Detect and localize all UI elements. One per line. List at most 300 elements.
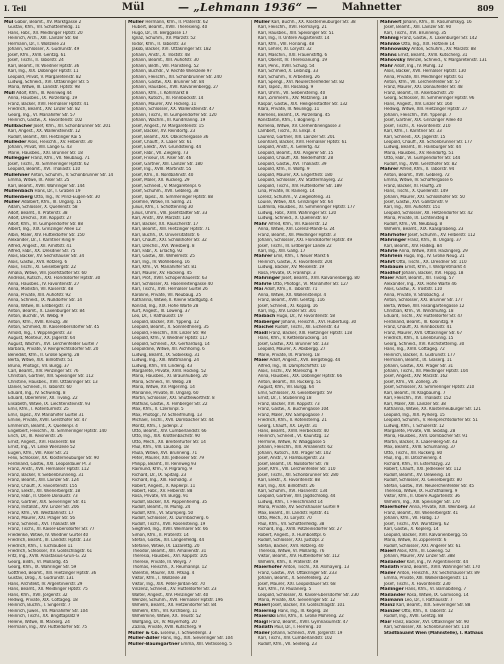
entry-text: Siegfried, Ing., XVIII. Weimarer Str. 66 [132,527,208,533]
entry-surname: Müllbacher [4,123,33,129]
entry-surname: Müller [4,199,21,205]
entry-surname: Mainz [380,603,395,609]
entry-text: Ludwig, Kfm., I. Schulerstr. 12 [384,423,445,429]
entry-text: Richard, Ing., XIII. Fasholdg. 3 [132,478,192,484]
entry-text: Christine, Hausbes., XVII. Ottakringer Str. 13 [8,379,98,385]
entry-text: Heinrich, Arch., XIII. Lainzer Str. 68 [8,36,78,42]
entry-surname: Mahrlein [380,254,403,260]
entry-text: Therese, Private, III. Weyrg. 7 [132,559,192,565]
entry-text: Alois, Bäcker, XVII. Hernalser Hptstr. 130 [384,69,466,75]
entry-surname: Mahrhofer [380,232,407,238]
directory-entry [128,642,248,647]
entry-surname: Mailer [380,570,396,576]
entry-text: Josef, Beamt., XIX. Obkirchergasse 36 [132,134,209,140]
entry-text: Rudolf, Kfm., VII. Seideng. 23 [258,641,317,647]
entry-text: Wilhelm, Beamt., XIX. Kaasgrabeng. 23 [384,227,464,233]
entry-text: Wenzel, Schuhm., XVII. Hernalser Hptstr. 196 [132,598,223,604]
entry-text: Franz, Kfm., VII. Neubaug. 71 [30,156,90,162]
entry-text: Karl, Fleischh., XVII. Hormayrg. 21 [258,25,327,31]
entry-text: Anna, Schneid., IX. Nußdorfer Str. 14 [8,298,83,304]
entry-text: August, Wachm., XVI. Lerchenfelder Gürtel 7 [8,341,99,347]
entry-text: Paul, Kfm., VIII. Laudong. 18 [132,445,189,451]
entry-text: Ignaz, Schuhm., XV. Märzstr. 52 [132,36,196,42]
entry-text: Leopold, Schlosser, XII. Hetzendorfer Str. 42 [384,210,473,216]
entry-text: Ludwig, Fabr., XVIII. Währinger Str. 120 [258,210,337,216]
entry-text: Hans, Tischl., X. Quellenstr. 149 [384,189,448,195]
entry-text: Leopold, Chauff., XII. Schönbrunner Str. 177 [384,139,473,145]
entry-text: Franz, Beamt., XVIII. Gymnasiumstr. 47 [269,619,349,625]
entry-text: Theodor, Beamt., XIII. Amalienstr. 31 [132,548,207,554]
entry-text: Emilie, Private, XVIII. Gersthofer Str. 47 [8,418,87,424]
entry-text: Rosa, Witwe, IX. Garnisong. 14 [406,592,469,598]
entry-text: Karl, Beamt., IV. Klagbaumg. 7 [384,390,446,396]
entry-text: Anna, Private, XII. Meidlinger Hptstr. 61 [384,74,464,80]
entry-text: Leonhard, Bäcker, XVII. Hernalser Hptstr. 61 [258,139,347,145]
entry-text: Katharina, Witwe, XX. Klosterneuburger Str. 121 [384,407,481,413]
entry-text: Anton, Beamt., XII. Ruckerg. 51 [258,379,322,385]
entry-text: Gustav, Drog., X. Gudrunstr. 131 [8,576,74,582]
entry-text: Anna, Modistin, VII. Kaiserstr. 48 [8,287,74,293]
entry-text: Emil, Kfm., I. Neuer Markt 6 [273,254,330,260]
entry-text: Leopold, Gärtner, XIII. Jagdschloßg. 44 [258,494,336,500]
entry-text: Karl, Schuhm., XVI. Hasnerstr. 134 [258,488,328,494]
entry-text: Franz, Maurer, XXI. Prager Str. 56 [8,516,75,522]
last-entry-keyword: Mahnetter [342,2,402,13]
entry-text: Leopold, Gastw., XVI. Thaliastr. 39 [258,161,327,167]
entry-surname: Mahnert [380,20,402,25]
entry-text: Karl, Buchh., IX. Universitätsstr. 6 [132,232,200,238]
entry-text: Heinrich, Schneid., VI. Kaunitzg. 12 [258,434,329,440]
entry-text: Marie, Private, IX. Pramerg. 18 [258,352,320,358]
entry-text: Adolf, Kfm., VI. Gumpendorfer Str. 88 [8,221,83,227]
entry-text: Raimund, Kfm., V. Pilgramg. 9 [132,467,192,473]
entry-text: Jakob, Bäcker, XVI. Ottakringer Str. 182 [132,47,212,53]
entry-text: Otto, Ing., XIX. Hofzeile 14 [401,41,455,47]
entry-text: Robert, Angest., X. Keplerpl. 11 [132,483,196,489]
entry-text: Maria, Hausbes., XI. Braunhuberg. 20 [132,374,208,380]
entry-text: Josef, Chauff., X. Laaer Str. 61 [132,139,192,145]
entry-surname: Maiernig [254,608,277,614]
entry-text: Maria, Witwe, XI. Zippererstr. 6 [384,538,447,544]
entry-surname: Müllenberg [4,194,33,200]
entry-text: Friedrich, Kfm., II. Rotensterng. 21 [258,418,327,424]
entry-surname: Mahrle [380,249,398,255]
entry-text: Robert, Chauff., XXI. Jedleseer Str. 112 [384,467,462,473]
entry-text: Johann, Bildh., VIII. Piaristeng. 52 [132,63,199,69]
entry-text: Franz, Bäcker, XVI. Ottakringer Str. 90 [392,619,470,625]
entry-text: Josef, Gastw., XXI. Brünner Str. 133 [258,341,329,347]
entry-text: Ferdinand, Beamt., III. Kolonitzg. 9 [384,319,454,325]
entry-text: Alexander, Ing., XIX. Hohe Warte 46 [384,281,457,287]
entry-text: Hans, Angest., XIV. Linzer Str. 160 [384,101,453,107]
entry-text: Franz, Maurer, XXI. Donaufelder Str. 48 [384,85,463,91]
entry-text: Josef, Schuhm., XVII. Geblerg. 38 [132,189,199,195]
entry-text: Max, Photogr., IV. Schleifmühlg. 13 [132,412,202,418]
entry-surname: Mahringer [254,276,281,282]
entry-text: Adolf, Kfm., II. Taborstr. 71 [264,287,318,293]
entry-text: Ludwig, Beamt., IX. Sobieskig. 31 [132,352,200,358]
entry-text: Hans, Ing., XVIII. Cottageg. 72 [384,347,445,353]
entry-text: Josef, Anstr., V. Hamburgerstr. 23 [258,456,325,462]
entry-text: Lambert, Tischl., XI. Enkpl. 4 [258,129,316,135]
entry-text: Paula, Witwe, XVI. Brunneng. 71 [132,450,198,456]
entry-text: Georg, Bildh., VI. Mollardg. 45 [8,559,69,565]
entry-text: Franz, Kfm., VII. Westbahnstr. 17 [8,510,74,516]
entry-text: Adolf, Drechsl., XVI. Koppstr. 27 [8,216,72,222]
entry-text: Leopold, Bäcker, XVII. Kalvarienbergg. 55 [384,532,468,538]
entry-text: Josef, Tischl., III. Erdberger Lände 22 [258,243,332,249]
entry-surname: Mailath [380,565,400,571]
entry-text: Leopold, Kfm., V. Wiedner Hptstr. 117 [132,336,208,342]
entry-text: Franz, Maurer, XVII. Ottakringer Str. 67 [384,330,463,336]
entry-text: Valentin, Maurer, XXI. Pitkag. 4 [132,570,195,576]
entry-text: Theresia, Witwe, VI. Mollardg. 76 [258,548,325,554]
entry-text: Franz, Bäcker, XVII. Hernalser Hptstr. 41 [8,101,89,107]
entry-text: Rosa, Private, VII. Burgg. 91 [132,494,189,500]
entry-text: Wilhelm, Ing., XIII. Speisinger Str. 170 [384,499,460,505]
entry-text: Erich, Dr., III. Reisnerstr. 26 [8,434,63,440]
entry-text: Engelbert, Fleischh., XI. Simmeringer Hptstr. 140 [8,428,107,434]
page-header [0,0,504,18]
entry-text: Karl, Ing., XIX. Döblinger Hptstr. 11 [8,69,79,75]
entry-text: Josef, Maurer, XXI. Leopoldauer Str. 68 [258,581,336,587]
entry-text: Gabor, Beamt., XV. Marktgasse 2 [14,20,82,25]
entry-surname: Müller [128,20,145,25]
entry-surname: Maiberger [254,319,281,325]
entry-text: Josef, Gastw., XVI. Gallitzinstr. 9 [384,199,448,205]
entry-text: Hubert, Beamt., XVIII. Theresieng. 40 [132,25,208,31]
entry-text: Berta, Witwe, XIII. Fasangartengasse 12 [384,303,465,309]
entry-text: Johann, Schlosser, XXI. Floridsdorfer Hptstr. 49 [258,238,353,244]
entry-text: Rudolf, Tischl., XII. Eichenstr. 43 [274,325,340,331]
entry-text: Emma, Private, XIII. Wolkersbergenstr. 11 [384,576,468,582]
entry-text: Konrad, Ing., XIX. Hohe Warte 28 [132,303,199,309]
entry-text: Emil, Kfm., I. Rotenturmstr. 25 [8,407,69,413]
entry-text: Konstantin, Kfm., I. Bognerg. 7 [258,118,320,124]
entry-text: Karl, Schuhm., V. Arbeiterg. 26 [258,74,320,80]
entry-text: Eduard, Ing., IV. Schwindg. 8 [8,390,66,396]
entry-text: Johann, Fleischh., XIII. Amalienstr. 62 [258,445,333,451]
entry-surname: Mailänder [380,559,406,565]
entry-text: Friedrich, Beamt., XIV. Linzer Str. 82 [8,107,81,113]
entry-text: Josef, Schneid., V. Margaretenpl. 6 [132,183,201,189]
first-entry-keyword: Mül [122,2,145,13]
entry-text: Josef, Schlosser, XI. Simmeringer Hptstr. 210 [384,385,475,391]
entry-text: Johann, Beamt., XIII. Auhofstr. 30 [132,58,199,64]
entry-text: Franz, Installat., XIV. Linzer Str. 206 [8,505,79,511]
entry-text: Josef, Kfm., VII. Zollerg. 26 [384,379,438,385]
entry-text: Franz, Fabr., II. Obere Donaustr. 73 [8,494,78,500]
entry-text: Alois, Bäcker, XV. Sechshauser Str. 34 [8,254,85,260]
entry-text: Rudolf, Tischl., XVII. Rosensteing. 19 [132,521,206,527]
entry-text: Viktor, Ing., XIX. Peter-Jordan-Str. 70 [132,581,205,587]
directory-column-3 [254,20,374,658]
entry-surname: Maierl [380,548,396,554]
entry-text: Richard, Kfm., VI. Esterházyg. 22 [384,461,451,467]
entry-surname: Müller & Co. [128,630,160,636]
entry-text: Karl, Pens., XVIII. Schulg. 54 [258,63,315,69]
entry-text: Ernst, Angest., XVI. Hasnerstr. 68 [8,439,75,445]
entry-surname: Mainzer [380,608,401,614]
entry-text: Friedrich, Kfm., II. Lilienbrunng. 15 [384,336,454,342]
entry-surname: Mailath [254,625,274,631]
entry-text: Alois, Gastw., X. Troststr. 110 [384,287,443,293]
entry-text: Daniel, Schneid., II. Taborstr. 60 [8,385,72,391]
entry-text: Josef, Angest., XIV. Märzstr. 162 [384,374,448,380]
entry-text: Maria, Private, XV. Sechshauser Gürtel 9 [258,505,340,511]
entry-text: Heinrich, Juwel., VII. Mariahilfer Str. 104 [8,608,88,614]
entry-text: Emil, Schlosser, XI. Geiselbergstr. 59 [258,390,332,396]
entry-text: Rudolf, Bäcker, XX. Pappenheimg. 35 [132,499,208,505]
entry-surname: Müllenbach [4,189,34,195]
entry-text: Ferdinand, Gastw., XXI. Leopoldauer Pl. 3 [8,461,91,467]
entry-text: Karl, Kfm., IV. Paulanerg. 5 [258,587,312,593]
entry-text: Rudolf, Schlosser, XI. Dürrnbacherg. 6 [132,516,209,522]
entry-text: Hans, Ing., XIX. Sieveringer Str. 104 [160,636,233,642]
entry-text: Otto, Mech., XI. Lorystr. 70 [258,516,312,522]
entry-text: Leopold, Beamt., XXI. Angerer Str. 15 [258,150,334,156]
entry-text: Johann, Maurer, XIV. Linzer Str. 388 [384,554,455,560]
entry-text: Paul, Kfm., VII. Schottenfeldg. 38 [258,521,325,527]
entry-text: Leopold, Schlosser, XV. Stättermayerg. 22 [258,178,343,184]
entry-text: Ludwig, Kfm., I. Fleischmarkt 14 [258,499,323,505]
column-divider [251,20,252,656]
entry-text: Berta, Witwe, XIX. Billrothstr. 51 [8,358,73,364]
entry-text: Georg, Ing., VI. Mariahilfer Str. 57 [8,112,76,118]
entry-surname: Mair [380,619,392,625]
entry-text: Karl, Beamt., IV. Wiedner Hptstr. 36 [8,63,80,69]
entry-surname: Mahr [254,221,268,227]
entry-text: Franz, Gastw., XVI. Ottakringer Str. 233 [258,570,337,576]
entry-text: Georg, Chauff., XX. Leystr. 31 [258,423,318,429]
entry-text: Josef, Schuhm., XV. Felberstr. 112 [407,232,476,238]
entry-surname: Maigl [254,619,268,625]
entry-text: Josef, Beamt., IX. Nußdorfer Str. 78 [258,461,329,467]
entry-surname: Müllegger [4,156,30,162]
directory-column-2 [128,20,248,658]
entry-text: Carl, Beamt., XIV. Penzinger Str. 76 [8,369,79,374]
entry-text: Karl, Buchh., XX. Klosterneuburger Str. 38 [271,20,356,25]
entry-text: Rudolf, Kfm., VII. Neubaug. 8 [384,221,443,227]
entry-text: Karl, Schmied, X. Leibnizg. 33 [258,69,319,75]
entry-text: Maria, Hausbes., XVII. Dornbacher Str. 91 [384,434,468,440]
entry-surname: Maidhof [380,270,401,276]
entry-text: Karl, Schneid., XX. Jägerstr. 15 [384,134,446,140]
entry-surname: Mahrle [254,281,272,287]
entry-text: Karl, Tischl., XIV. Cumberlandstr. 102 [258,636,333,642]
entry-text: Karl, Elektr., X. Favoritenstr. 88 [258,478,320,484]
entry-text: Anton, Tischl., XII. Aßmayerg. 13 [283,565,350,571]
entry-text: Karl, Beamt., XIII. Hietzinger Hptstr. 71 [132,227,211,233]
entry-text: Adolf, Angest., XVII. Bergsteigg. 44 [269,358,341,364]
entry-text: Franz, Maler, XIV. Sampogasse 7 [258,412,324,418]
entry-text: Ludwig, Beamt., III. Hainburger Str. 44 [384,145,461,151]
entry-text: Rudolf, Ing., XVIII. Gentzg. 88 [384,614,444,620]
directory-entry [380,631,500,636]
entry-text: Josef, Tischl., X. Favoritenstr. 210 [384,123,451,129]
entry-text: Josef, Gärtner, XIX. Grinzinger Allee 40 [384,118,463,124]
entry-text: Ludwig, Schneid., X. Quellenstr. 87 [258,216,329,222]
entry-text: Isidor, Kfm., II. Taborstr. 33 [132,41,186,47]
entry-text: Josef, Tischl., XI. Simmeringer Hptstr. 62 [8,161,90,167]
entry-surname: Mahovsky [380,58,406,64]
entry-surname: Müllehner [4,172,30,178]
entry-surname: Mahr [380,63,394,69]
entry-text: Leo, Dr., I. Rathausstr. 19 [132,314,183,320]
entry-surname: Mahringer [380,238,407,244]
entry-text: Anna, Hausbes., IX. Porzellang. 19 [8,96,78,102]
entry-text: Franz, Beamt., XVIII. Währinger Str. 170 [400,565,481,571]
entry-text: Josef, Kfm., VIII. Lerchenfelder Str. 110 [258,467,336,473]
entry-surname: Maierski [254,614,276,620]
entry-text: Alois, Tischl., XV. Mareschg. 9 [258,369,318,374]
entry-text: Maria, Hausbes., XV. Reindorfg. 51 [384,150,454,156]
entry-text: Alois, Fleischh., XV. Felberstr. 30 [27,139,93,145]
entry-text: Leopold, Beamt., XVI. Thaliastr. 110 [8,167,81,173]
entry-text: Robert, Angest., X. Humboldtpl. 6 [258,532,326,538]
directory-title: — „Lehmann 1936“ — [178,1,318,14]
entry-text: Adam, Schlosser, X. Quellenstr. 58 [8,205,78,211]
entry-text: Hermann, Beamt., IX. Glaserg. 11 [384,358,452,364]
entry-text: Leopold, Beamt., X. Sonnleithnerg. 35 [132,325,209,331]
entry-text: Josef, Elektr., XVI. Grundsteing. 44 [132,145,202,151]
entry-text: Karl, Beamt., XIV. Hadikg. 84 [384,243,442,249]
entry-surname: Maibach [254,314,276,320]
entry-surname: Mahnig [380,36,399,42]
entry-surname: Müller-Baumgartner [128,641,180,647]
entry-text: Franz, Bäcker, XI. Hauffg. 20 [384,183,442,189]
entry-text: Anton, Fleischh., XV. Sechshauser Str. 89 [397,570,480,576]
entry-text: Karl, Beamt., XIX. Sieveringer Str. 88 [396,603,471,609]
entry-text: Ludwig, Ing., XIII. Wattmanng. 24 [132,358,199,364]
entry-text: Anton, Kfm., VII. Lerchenfelder Str. 57 [384,79,461,85]
entry-text: Johann, Buchdr., V. Rechte Wienzeile 97 [132,69,212,75]
entry-text: Eisenw., I. Schwedenpl. 3 [160,630,212,636]
entry-text: Heinrich, Gastw., X. Favoritenstr. 204 [258,259,333,265]
entry-text: Otto, Tischl., XX. Dresdner Str. 110 [396,259,467,265]
entry-text: Wolfgang, Dr., IV. Mayerhofg. 20 [132,619,197,625]
entry-text: Emil, Tapez., XV. Mariahilfer Gürtel 31 [8,412,84,418]
entry-text: Leopold, Maurer, X. Absbergg. 27 [258,347,326,353]
entry-text: Fritz, Ing., XVIII. Anastasius-Grün-G. 22 [8,554,87,560]
entry-text: Maria, Private, IX. Lichtensteg 8 [384,216,449,222]
entry-text: Leopold, Schneid., XX. Gerhardusg. 14 [132,341,210,347]
entry-text: Franz, Beamt., XIII. Lainzer Str. 124 [8,478,79,484]
entry-text: Johann, Fleischh., XII. Schönbrunner Str. 240 [132,74,222,80]
column-divider [377,20,378,656]
entry-surname: Mahrt [380,259,396,265]
entry-text: Viktor, Kfm., II. Obere Augartenstr. 36 [384,494,460,500]
entry-text: Adolf, Ing., IV. Mühlg. 12 [394,63,444,69]
entry-text: Alfred, Kfm., II. Taborstr. 94 [399,167,455,173]
entry-text: Hugo, Ing., IV. Große Neug. 21 [403,254,465,260]
entry-text: Johann, Maurer, XXI. Schloßhofer Str. 50 [384,194,465,200]
entry-surname: Mailer [254,630,270,636]
entry-text: Leopold, Fleischh., XIV. Linzer Str. 98 [132,330,206,336]
entry-text: Josef, Schneid., XI. Kopalg. 16 [258,303,318,309]
entry-surname: Mahnowsky [380,47,410,53]
entry-text: Hermine, Witwe, IV. Waaggasse 5 [258,439,326,445]
entry-text: Maria, Schneid., VI. Webg. 28 [132,379,192,385]
entry-surname: Mailinger [380,587,404,593]
entry-text: Karl, Oberst, IV. Theresianumg. 19 [258,58,327,64]
entry-text: Hans, Architekt, IV. Argentinierstr. 29 [8,581,83,587]
entry-text: Johann, Beamt., X. Senefelderg. 22 [258,576,329,582]
entry-text: Josef, Angest., IV. Margaretenstr. 15 [132,123,204,129]
entry-text: Stefan, Bäcker, XVII. Rötzerg. 40 [258,543,324,549]
entry-text: Otto, Tischl., XII. Ruckerg. 80 [384,450,443,456]
entry-text: Anton, Beamt., XVII. Geblerg. 72 [384,172,450,178]
entry-text: Elisabeth, Witwe, IX. Liechtensteinstr. 93 [8,401,91,407]
entry-text: Franz, Bäcker, V. Siebenbrunneng. 31 [8,472,84,478]
entry-text: Heinrich, Tischl., XX. Brigittaplatz 9 [8,614,80,620]
entry-text: Wilhelmine, Witwe, XX. Treustr. 52 [132,614,201,620]
entry-text: Johann, Schlosser, XX. Wallensteinstr. 47 [132,107,215,113]
entry-text: Viktor, Kfm., I. Wollzeile 38 [132,576,187,582]
entry-text: Ludwig, Bäcker, XV. Meiselstr. 19 [258,265,325,271]
entry-text: Johann, Hausbes., XVII. Kalvarienbergg. 27 [132,85,219,91]
entry-text: Karl, Fabr., X. Erlachg. 92 [132,249,183,255]
entry-surname: Maierhofer [254,565,282,571]
entry-text: Leopold, Privat, V. Margaretenstr. 82 [8,74,82,80]
entry-text: Otto, Beamt., XIV. Cumberlandstr. 66 [132,428,207,434]
entry-text: Viktor, Beamt., XIV. Hütteldorfer Str. 112 [258,554,340,560]
entry-text: Karl, Tischl., XVI. Brunneng. 35 [384,30,447,36]
entry-text: Max, Beamt., III. Landstr. Hptstr. 41 [258,510,330,516]
entry-text: Emil, Kfm., II. Große Mohreng. 22 [276,614,344,620]
entry-text: Karl, Kfm., VIII. Florianig. 48 [258,41,315,47]
entry-text: Emmerich, Beamt., X. Quellenpl. 4 [8,423,78,429]
entry-text: August, Monteur, XX. Jägerstr. 64 [8,336,76,342]
entry-text: Rudolf, Beamt., XIII. Hietzinger Kai 5 [8,134,82,140]
entry-text: Franz, Bäcker, XVI. Koppstr. 73 [258,401,320,407]
entry-text: Karl, Bäcker, XX. Rauscherstr. 17 [132,221,199,227]
entry-text: Emma, Witwe, IX. Alser Str. 25 [8,178,70,184]
entry-text: Franz, Bäcker, XIII. Hietzinger Hptstr. 118 [269,330,352,336]
entry-text: Anna, Hausbes., XIX. Döblinger Hptstr. 66 [258,374,343,380]
entry-text: Ludwig, Kfm., VII. Lindeng. 43 [132,363,193,369]
entry-text: Heinrich, Gastw., X. Favoritenstr. 102 [8,118,83,124]
entry-text: Maria, Witwe, III. Landstr. Hptstr. 98 [8,85,80,91]
entry-text: Leopold, Kfm., II. Wolfg. 9 [258,167,310,173]
directory-entry [4,625,122,630]
entry-text: Anton, Buchdr., VI. Webg. 9 [8,314,64,320]
entry-text: Ernst, Kfm., I. Wildpretmarkt 4 [404,265,466,271]
entry-text: Karl, Spengl., XVI. Neulerchenfelder Str. 82 [258,79,345,85]
entry-text: Michael, Tischl., XVII. Dornbacher Str. 44 [132,418,214,424]
entry-text: Johann, Tischl., VI. Gumpendorfer Str. 120 [132,112,217,118]
entry-text: Franz, Anstr., XVII. Hernalser Hptstr. 112 [8,467,89,473]
entry-text: Alfred, Ing., III. Dampfschiffstr. 10 [258,363,326,369]
entry-text: Simon, Kfm., II. Praterstr. 14 [132,532,189,538]
entry-text: Johann, Kfm., VII. Halbg. 17 [384,516,440,522]
entry-text: Alfred, Fabr., XX. Dresdner Str. 75 [8,249,76,255]
entry-text: Marie, Hausbes., XXI. Brünner Str. 18 [8,150,83,156]
entry-text: Martin, Schlosser, XXI. Shuttleworthstr. 8 [132,396,215,402]
entry-text: Martin, Bäcker, X. Laaer-Berg-Str. 43 [384,439,458,445]
entry-text: Andreas, Kutsch., XXI. Floridsdorfer Hptstr. 30 [8,276,101,282]
entry-surname: Mül [4,20,14,25]
entry-text: Thomas, Fleischh., X. Reumannpl. 12 [132,565,207,571]
entry-text: Hedwig, Private, XIX. Cottageg. 18 [8,598,78,604]
entry-text: Gottfried, Beamt., XIII. Hietzinger Hptstr. 36 [8,570,97,576]
entry-text: Helene, Witwe, III. Marxerg. 24 [8,619,70,625]
entry-text: Kaspar, Gastw., XIX. Heiligenstädter Str. 132 [258,101,348,107]
entry-text: Anna, Witwe, XX. Wallensteinpl. 4 [258,292,327,298]
entry-text: Johann, Anstr., X. Troststr. 48 [132,52,190,58]
entry-text: Karl, Schlosser, XII. Schönbrunner Str. 110 [384,625,470,631]
entry-text: Rudolf, Beamt., IV. Mühlg. 24 [132,505,191,511]
